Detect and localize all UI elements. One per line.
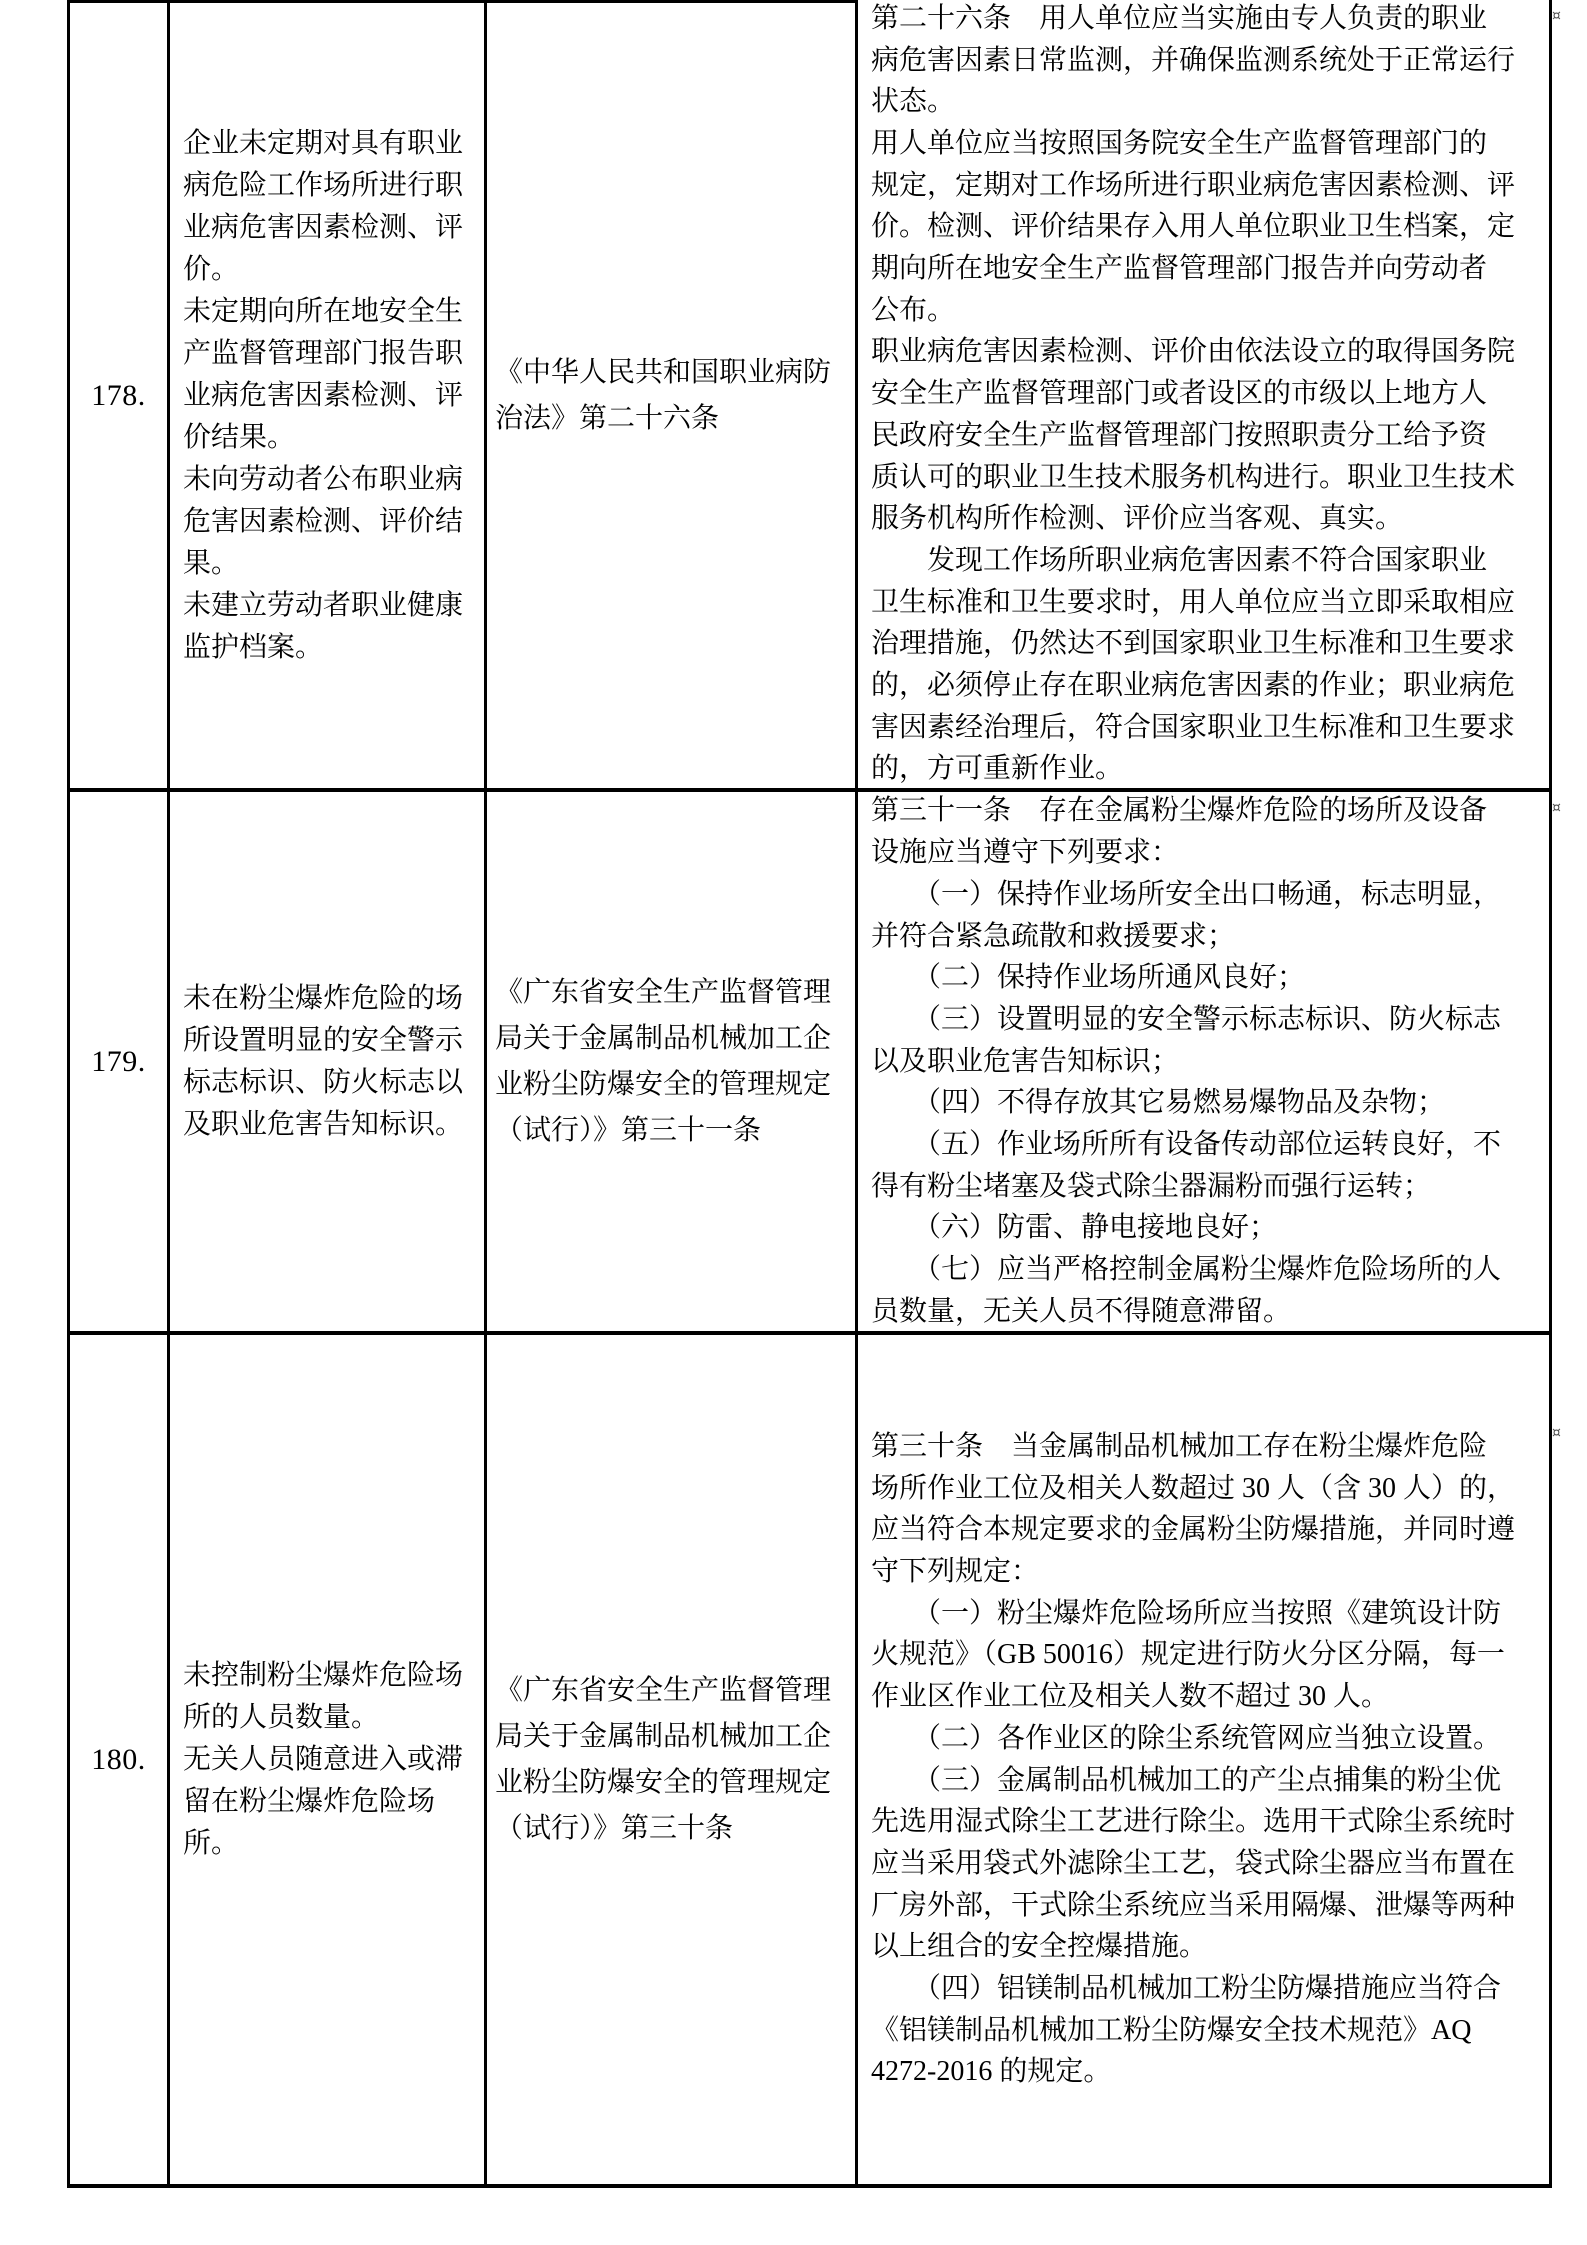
row-180-legal-basis-cell [487, 1335, 858, 2188]
row-180-legal-basis-text: 《广东省安全生产监督管理 局关于金属制品机械加工企 业粉尘防爆安全的管理规定 （试行）》第三十条 [495, 1674, 832, 1844]
row-178-violation-cell [170, 0, 487, 792]
row-178-violation-text: 企业未定期对具有职业 病危险工作场所进行职 业病危害因素检测、评 价。 未定期向所在地安全生 产监督管理部门报告职 业病危害因素检测、评 价结果。 未向劳动者公布职业病 危害因素检测、评价结 果。 未建立劳动者职业健康 监护档案。 [183, 127, 464, 663]
row-179-legal-basis-text: 《广东省安全生产监督管理 局关于金属制品机械加工企 业粉尘防爆安全的管理规定 （试行）》第三十一条 [495, 976, 832, 1146]
row-180-number: 180. [91, 1742, 146, 1776]
row-178-legal-basis-cell [487, 0, 858, 792]
row-179-number-cell [70, 792, 170, 1335]
row-180-violation-text: 未控制粉尘爆炸危险场 所的人员数量。 无关人员随意进入或滞 留在粉尘爆炸危险场 所。 [183, 1659, 464, 1859]
row-178-number: 178. [91, 378, 146, 412]
regulation-table [67, 0, 1549, 2188]
row-179-number: 179. [91, 1044, 146, 1078]
row-178-legal-basis-text: 《中华人民共和国职业病防 治法》第二十六条 [495, 356, 832, 434]
row-180-provision-cell [858, 1335, 1552, 2188]
row-178-number-cell [70, 0, 170, 792]
row-178-provision-text: 第二十六条 用人单位应当实施由专人负责的职业 病危害因素日常监测，并确保监测系统处于正常运行 状态。 用人单位应当按照国务院安全生产监督管理部门的 规定，定期对工作场所进行职业病危害因素检测、评 价。检测、评价结果存入用人单位职业卫生档案，定 期向所在地安全生产监督管理部门报告并向劳动者 公布。 职业病危害因素检测、评价由依法设立的取得国务院 安全生产监督管理部门或者设区的市级以上地方人 民政府安全生产监督管理部门按照职责分工给予资 质认可的职业卫生技术服务机构进行。职业卫生技术 服务机构所作检测、评价应当客观、真实。 发现工作场所职业病危害因素不符合国家职业 卫生标准和卫生要求时，用人单位应当立即采取相应 治理措施，仍然达不到国家职业卫生标准和卫生要求 的，必须停止存在职业病危害因素的作业；职业病危 害因素经治理后，符合国家职业卫生标准和卫生要求 的，方可重新作业。 [871, 2, 1516, 785]
end-of-row-mark-icon: ¤ [1552, 8, 1561, 24]
row-180-number-cell [70, 1335, 170, 2188]
row-178-provision-cell [858, 0, 1552, 792]
row-179-provision-text: 第三十一条 存在金属粉尘爆炸危险的场所及设备 设施应当遵守下列要求： （一）保持作业场所安全出口畅通，标志明显， 并符合紧急疏散和救援要求； （二）保持作业场所通风良好； （三）设置明显的安全警示标志标识、防火标志 以及职业危害告知标识； （四）不得存放其它易燃易爆物品及杂物； （五）作业场所所有设备传动部位运转良好，不 得有粉尘堵塞及袋式除尘器漏粉而强行运转； （六）防雷、静电接地良好； （七）应当严格控制金属粉尘爆炸危险场所的人 员数量，无关人员不得随意滞留。 [871, 795, 1502, 1327]
end-of-row-mark-icon: ¤ [1552, 1425, 1561, 1441]
row-179-violation-text: 未在粉尘爆炸危险的场 所设置明显的安全警示 标志标识、防火标志以 及职业危害告知标识。 [183, 982, 464, 1140]
end-of-row-mark-icon: ¤ [1552, 800, 1561, 816]
row-180-provision-text: 第三十条 当金属制品机械加工存在粉尘爆炸危险 场所作业工位及相关人数超过 30 人（含 30 人）的， 应当符合本规定要求的金属粉尘防爆措施，并同时遵 守下列规定： （一）粉尘爆炸危险场所应当按照《建筑设计防 火规范》（GB 50016）规定进行防火分区分隔，每一 作业区作业工位及相关人数不超过 30 人。 （二）各作业区的除尘系统管网应当独立设置。 （三）金属制品机械加工的产尘点捕集的粉尘优 先选用湿式除尘工艺进行除尘。选用干式除尘系统时 应当采用袋式外滤除尘工艺，袋式除尘器应当布置在 厂房外部，干式除尘系统应当采用隔爆、泄爆等两种 以上组合的安全控爆措施。 （四）铝镁制品机械加工粉尘防爆措施应当符合 《铝镁制品机械加工粉尘防爆安全技术规范》AQ 4272-2016 的规定。 [871, 1430, 1516, 2088]
row-179-provision-cell [858, 792, 1552, 1335]
row-179-legal-basis-cell [487, 792, 858, 1335]
row-180-violation-cell [170, 1335, 487, 2188]
row-179-violation-cell [170, 792, 487, 1335]
